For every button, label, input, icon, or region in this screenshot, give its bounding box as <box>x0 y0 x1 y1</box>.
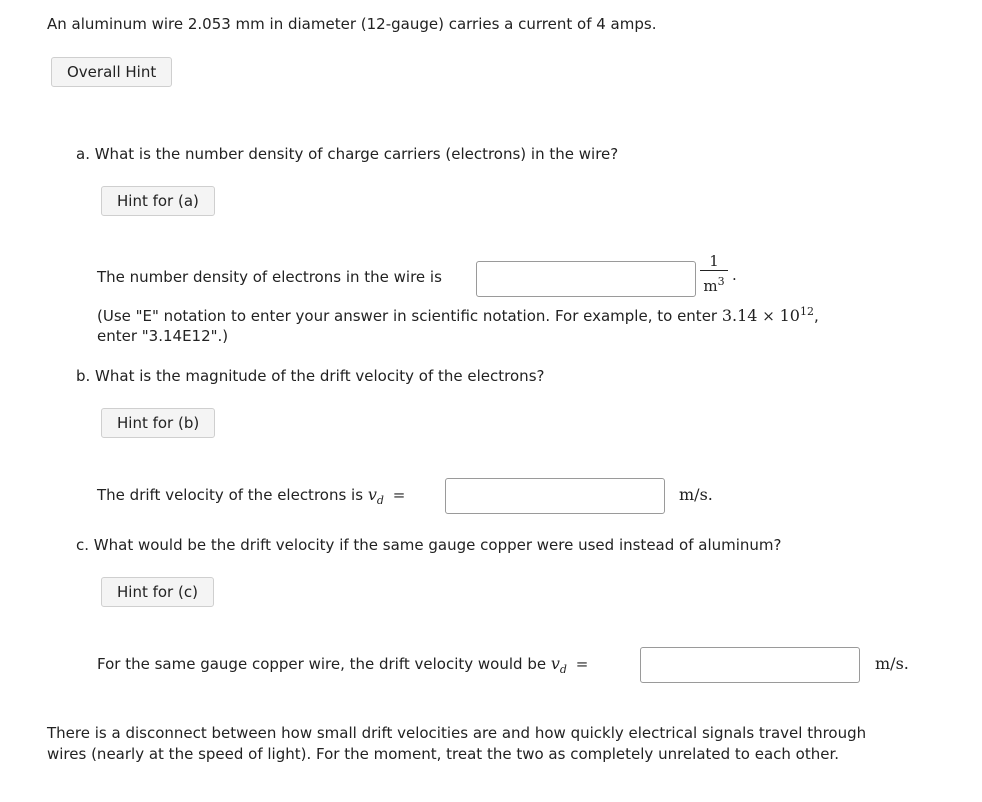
problem-intro: An aluminum wire 2.053 mm in diameter (12-gauge) carries a current of 4 amps. <box>47 15 657 33</box>
part-c-question: c. What would be the drift velocity if the same gauge copper were used instead of aluminum? <box>76 536 782 554</box>
part-b-question: b. What is the magnitude of the drift velocity of the electrons? <box>76 367 545 385</box>
number-density-input[interactable] <box>476 261 696 297</box>
hint-a-button[interactable]: Hint for (a) <box>101 186 215 216</box>
hint-c-button[interactable]: Hint for (c) <box>101 577 214 607</box>
hint-b-button[interactable]: Hint for (b) <box>101 408 215 438</box>
footer-note: There is a disconnect between how small drift velocities are and how quickly electrical signals travel through wires (nearly at the speed of light). For the moment, treat the two as completely unrelated to each other. <box>47 724 867 763</box>
drift-velocity-input[interactable] <box>445 478 665 514</box>
notation-note-line2: enter "3.14E12".) <box>97 327 229 345</box>
drift-velocity-symbol: $v_d$ <box>367 485 384 508</box>
copper-drift-velocity-symbol: $v_d$ <box>550 654 567 677</box>
notation-note: (Use "E" notation to enter your answer in scientific notation. For example, to enter $3.14 \times 10^{12}$, <box>97 305 819 325</box>
unit-numerator: 1 <box>709 252 719 270</box>
unit-trailing-period: . <box>732 266 737 284</box>
part-b-prompt: The drift velocity of the electrons is $v_d$ = <box>97 485 406 508</box>
unit-fraction <box>700 252 728 297</box>
overall-hint-button[interactable]: Overall Hint <box>51 57 172 87</box>
unit-denominator: $m^3$ <box>703 275 725 295</box>
part-c-prompt: For the same gauge copper wire, the drift velocity would be $v_d$ = <box>97 654 589 677</box>
copper-drift-velocity-input[interactable] <box>640 647 860 683</box>
copper-drift-velocity-unit: m/s. <box>875 654 909 673</box>
drift-velocity-unit: m/s. <box>679 485 713 504</box>
part-a-question: a. What is the number density of charge carriers (electrons) in the wire? <box>76 145 619 163</box>
part-a-prompt: The number density of electrons in the wire is <box>97 268 442 286</box>
